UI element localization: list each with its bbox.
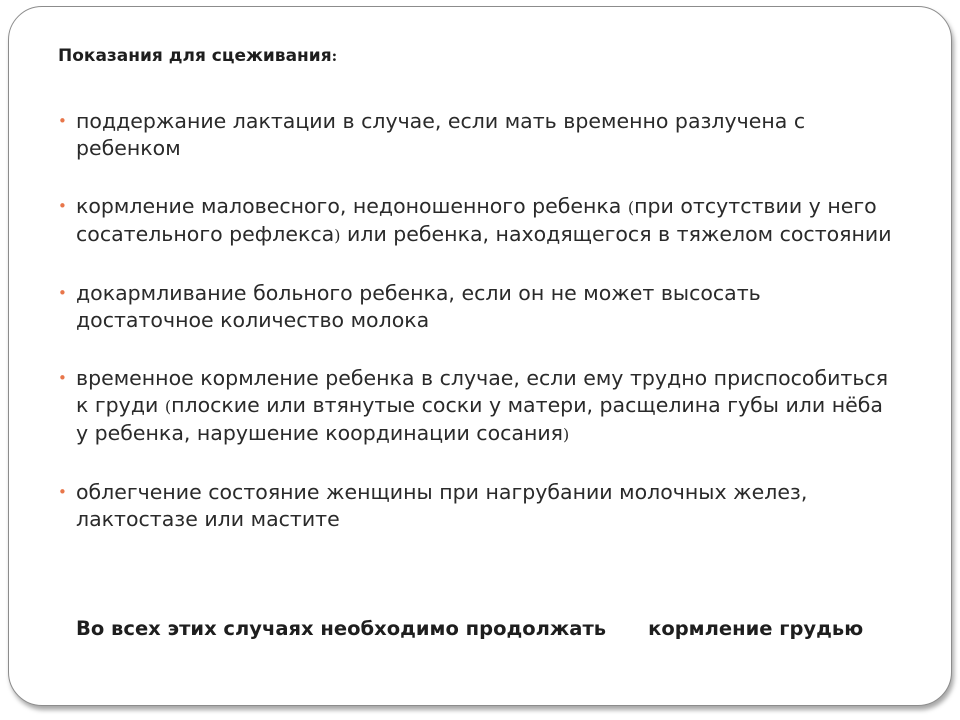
- conclusion-text: [76, 616, 896, 642]
- bullet-dot-icon: •: [58, 112, 67, 130]
- slide-title-text: Показания для сцеживания: [58, 46, 332, 66]
- list-item: [58, 365, 898, 448]
- paren-open: (: [627, 198, 635, 217]
- slide-title-colon: :: [331, 47, 338, 65]
- list-item-text-after: или ребенка, находящегося в тяжелом состоянии: [340, 222, 892, 246]
- list-item-text: поддержание лактации в случае, если мать временно разлучена с ребенком: [76, 109, 806, 160]
- list-item-text: кормление маловесного, недоношенного ребенка: [76, 194, 628, 218]
- list-item-text-inner: плоские или втянутые соски у матери, расщелина губы или нёба у ребенка, нарушение координации сосания: [76, 393, 883, 445]
- list-item: [58, 280, 898, 334]
- bullet-dot-icon: •: [58, 284, 67, 302]
- list-item-text: облегчение состояние женщины при нагрубании молочных желез, лактостазе или мастите: [76, 480, 808, 531]
- paren-open: (: [164, 397, 172, 416]
- conclusion-part2: кормление грудью: [648, 617, 864, 640]
- list-item: [58, 193, 898, 249]
- list-item: [58, 108, 898, 162]
- paren-close: ): [334, 226, 341, 245]
- list-item: [58, 479, 898, 533]
- conclusion-part1: Во всех этих случаях необходимо продолжать: [76, 617, 607, 640]
- list-item-text: временное кормление ребенка в случае, если ему трудно приспособиться к груди: [76, 366, 889, 417]
- list-item-text: докармливание больного ребенка, если он не может высосать достаточное количество молока: [76, 281, 761, 332]
- list-item-text-inner: при отсутствии у него сосательного рефлекса: [76, 194, 877, 246]
- bullet-dot-icon: •: [58, 369, 67, 387]
- paren-close: ): [563, 425, 570, 444]
- bullet-dot-icon: •: [58, 483, 67, 501]
- bullet-dot-icon: •: [58, 197, 67, 215]
- indications-list: [58, 108, 898, 564]
- slide-title: [58, 44, 337, 68]
